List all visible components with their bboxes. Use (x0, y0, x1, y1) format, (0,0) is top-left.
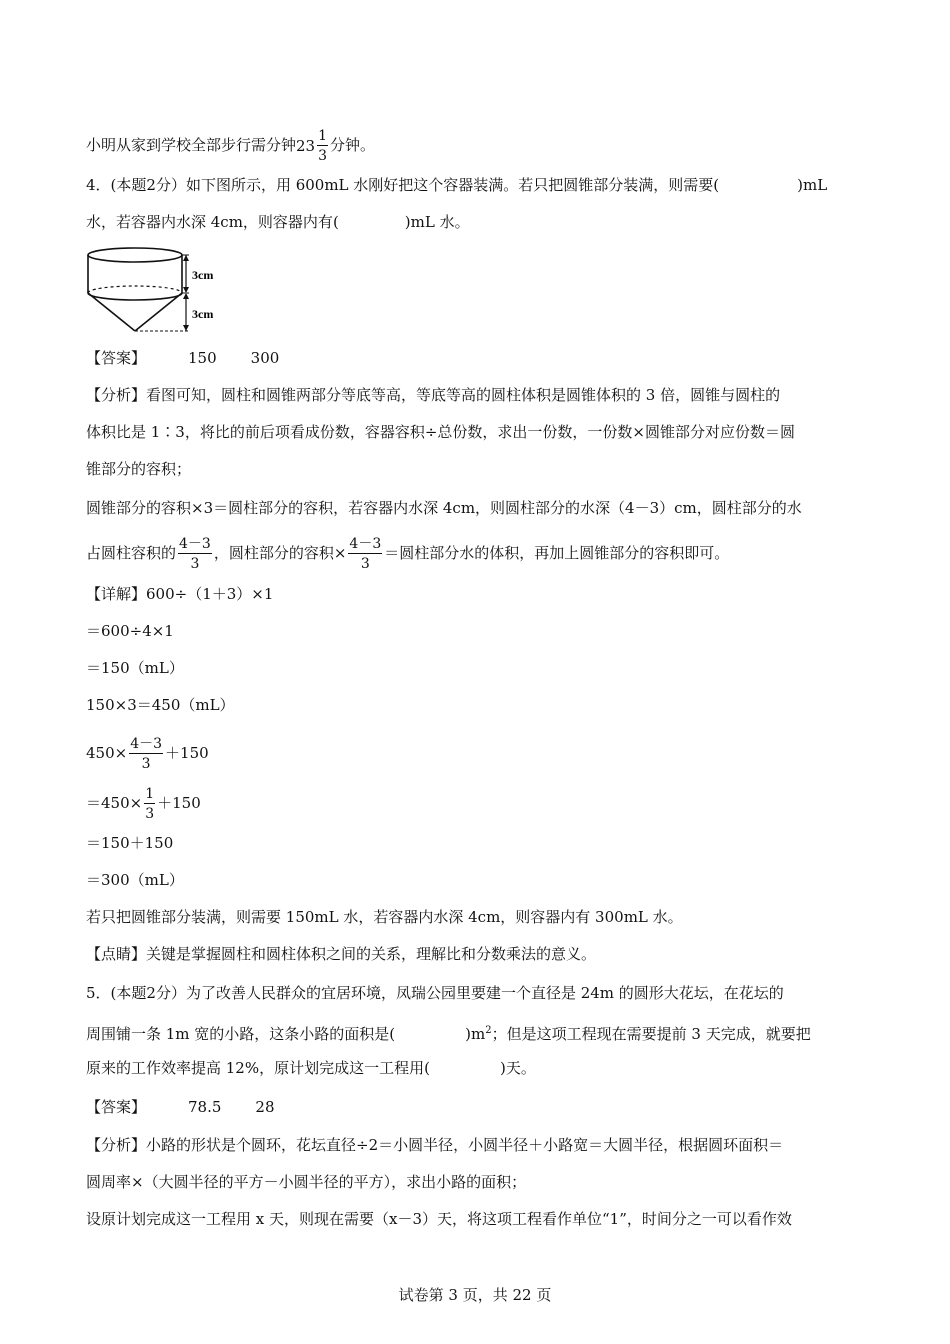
fraction-numerator: 4－3 (349, 536, 382, 552)
fraction (317, 129, 328, 163)
fraction (144, 787, 155, 821)
fraction (348, 537, 382, 571)
fraction (129, 737, 163, 771)
text: ＋150 (157, 794, 201, 812)
fraction-denominator: 3 (145, 806, 155, 822)
superscript: 2 (485, 1025, 492, 1036)
answer-value: 300 (250, 349, 280, 367)
text: )mL 水。 (404, 213, 470, 231)
fraction (178, 537, 212, 571)
answer-value: 78.5 (188, 1098, 222, 1116)
fraction-denominator: 3 (190, 556, 200, 572)
detail-line: 150×3＝450（mL） (86, 696, 235, 714)
text: ＝450× (86, 794, 143, 812)
answer-label: 【答案】 (86, 1098, 147, 1116)
analysis-line: 体积比是 1∶3，将比的前后项看成份数，容器容积÷总份数，求出一份数，一份数×圆锥部分对应份数＝圆 (86, 423, 795, 441)
text: 占圆柱容积的 (86, 544, 177, 562)
text: 水，若容器内水深 4cm，则容器内有( (86, 213, 339, 231)
answer-value: 28 (255, 1098, 275, 1116)
text: 周围铺一条 1m 宽的小路，这条小路的面积是( (86, 1025, 396, 1043)
analysis-line: 锥部分的容积； (86, 460, 192, 478)
detail-line-fraction (86, 787, 201, 821)
height-label-top: 3cm (192, 268, 214, 282)
text: 小明从家到学校全部步行需分钟 (86, 136, 297, 154)
answer-label: 【答案】 (86, 349, 147, 367)
point-line: 【点睛】关键是掌握圆柱和圆柱体积之间的关系，理解比和分数乘法的意义。 (86, 945, 597, 963)
text: 4．(本题2分）如下图所示，用 600mL 水刚好把这个容器装满。若只把圆锥部分装满，则需要( (86, 176, 720, 194)
text: ，圆柱部分的容积× (213, 544, 347, 562)
answer-line (86, 1096, 275, 1118)
cylinder-cone-diagram (86, 243, 236, 337)
question-4-line-1 (86, 174, 827, 196)
question-5-line-1: 5．(本题2分）为了改善人民群众的宜居环境，凤瑞公园里要建一个直径是 24m 的圆形大花坛，在花坛的 (86, 984, 784, 1002)
text: )m (465, 1025, 486, 1043)
text: 原来的工作效率提高 12%，原计划完成这一工程用( (86, 1059, 430, 1077)
analysis-line-with-fractions (86, 537, 729, 571)
detail-line: ＝150（mL） (86, 659, 184, 677)
question-5-line-3 (86, 1057, 536, 1079)
text: )天。 (499, 1059, 536, 1077)
analysis-line: 圆锥部分的容积×3＝圆柱部分的容积，若容器内水深 4cm，则圆柱部分的水深（4－3）cm，圆柱部分的水 (86, 499, 802, 517)
detail-line: ＝600÷4×1 (86, 622, 174, 640)
analysis-line: 【分析】看图可知，圆柱和圆锥两部分等底等高，等底等高的圆柱体积是圆锥体积的 3 倍，圆锥与圆柱的 (86, 386, 781, 404)
text: )mL (797, 176, 828, 194)
analysis-line: 圆周率×（大圆半径的平方－小圆半径的平方），求出小路的面积； (86, 1173, 527, 1191)
mixed-number-integer: 23 (296, 137, 316, 155)
question-5-line-2 (86, 1020, 811, 1045)
fraction-numerator: 1 (145, 786, 155, 802)
fraction-numerator: 1 (318, 128, 328, 144)
fraction-denominator: 3 (360, 556, 370, 572)
text: ；但是这项工程现在需要提前 3 天完成，就要把 (491, 1025, 811, 1043)
analysis-line: 【分析】小路的形状是个圆环，花坛直径÷2＝小圆半径，小圆半径＋小路宽＝大圆半径，根据圆环面积＝ (86, 1136, 784, 1154)
text: ＋150 (165, 744, 209, 762)
analysis-line: 设原计划完成这一工程用 x 天，则现在需要（x－3）天，将这项工程看作单位“1”，时间分之一可以看作效 (86, 1210, 792, 1228)
text: ＝圆柱部分水的体积，再加上圆锥部分的容积即可。 (384, 544, 730, 562)
detail-line-fraction (86, 737, 209, 771)
text: 分钟。 (330, 136, 376, 154)
fraction-denominator: 3 (141, 756, 151, 772)
text: 450× (86, 744, 128, 762)
question-4-line-2 (86, 211, 470, 233)
fraction-numerator: 4－3 (130, 736, 163, 752)
height-label-bottom: 3cm (192, 307, 214, 321)
detail-line: ＝300（mL） (86, 871, 184, 889)
page-footer: 试卷第 3 页，共 22 页 (398, 1286, 552, 1304)
answer-line (86, 347, 279, 369)
container-figure (86, 243, 236, 341)
fraction-numerator: 4－3 (179, 536, 211, 552)
detail-line: 【详解】600÷（1＋3）×1 (86, 585, 274, 603)
detail-line: ＝150＋150 (86, 834, 174, 852)
text-line (86, 129, 375, 163)
answer-value: 150 (188, 349, 217, 367)
fraction-denominator: 3 (318, 148, 328, 164)
conclusion-line: 若只把圆锥部分装满，则需要 150mL 水，若容器内水深 4cm，则容器内有 300mL 水。 (86, 908, 683, 926)
